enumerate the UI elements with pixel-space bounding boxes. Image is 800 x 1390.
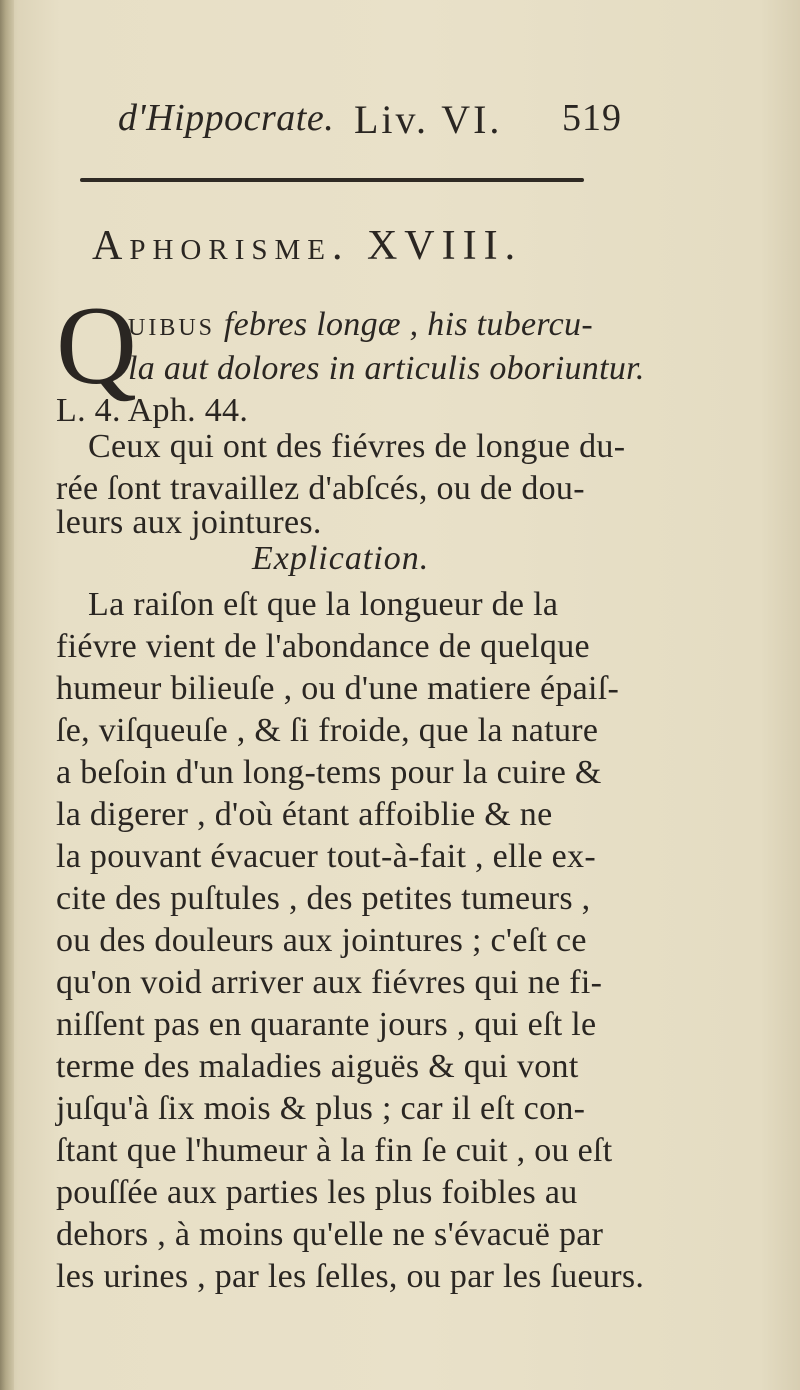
explication-heading: Explication. <box>252 540 430 577</box>
explication-line: niſſent pas en quarante jours , qui eſt le <box>56 1006 597 1043</box>
explication-line: humeur bilieuſe , ou d'une matiere épaiſ- <box>56 670 620 707</box>
header-rule <box>80 178 584 182</box>
explication-line: ou des douleurs aux jointures ; c'eſt ce <box>56 922 587 959</box>
translation-line: leurs aux jointures. <box>56 504 322 541</box>
section-title: Aphorisme. XVIII. <box>92 223 523 269</box>
explication-line: juſqu'à ſix mois & plus ; car il eſt con- <box>56 1090 586 1127</box>
explication-line: ſe, viſqueuſe , & ſi froide, que la nature <box>56 712 599 749</box>
drop-cap: Q <box>56 284 137 408</box>
explication-line: ſtant que l'humeur à la fin ſe cuit , ou eſt <box>56 1132 613 1169</box>
aphorism-latin-2: la aut dolores in articulis oboriuntur. <box>128 350 645 387</box>
explication-line: a beſoin d'un long-tems pour la cuire & <box>56 754 602 791</box>
translation-line: Ceux qui ont des fiévres de longue du- <box>88 428 626 465</box>
aphorism-latin-1: febres longæ , his tubercu- <box>223 306 593 343</box>
explication-line: fiévre vient de l'abondance de quelque <box>56 628 590 665</box>
aphorism-reference: L. 4. Aph. 44. <box>56 392 249 429</box>
page-number: 519 <box>562 97 622 139</box>
explication-line: la digerer , d'où étant affoiblie & ne <box>56 796 553 833</box>
explication-line: La raiſon eſt que la longueur de la <box>88 586 559 623</box>
explication-line: la pouvant évacuer tout-à-fait , elle ex- <box>56 838 596 875</box>
page-binding-shadow <box>0 0 14 1390</box>
running-head <box>118 96 678 156</box>
running-head-author: d'Hippocrate. <box>118 97 335 139</box>
explication-line: dehors , à moins qu'elle ne s'évacuë par <box>56 1216 604 1253</box>
explication-line: pouſſée aux parties les plus foibles au <box>56 1174 578 1211</box>
aphorism-initial-word: uibus <box>128 306 216 343</box>
explication-line: qu'on void arriver aux fiévres qui ne fi- <box>56 964 603 1001</box>
aphorism-line-1 <box>128 306 593 344</box>
explication-line: terme des maladies aiguës & qui vont <box>56 1048 579 1085</box>
explication-line: les urines , par les ſelles, ou par les ſueurs. <box>56 1258 645 1295</box>
explication-line: cite des puſtules , des petites tumeurs , <box>56 880 591 917</box>
translation-line: rée ſont travaillez d'abſcés, ou de dou- <box>56 470 585 507</box>
running-head-book: Liv. VI. <box>354 97 503 142</box>
